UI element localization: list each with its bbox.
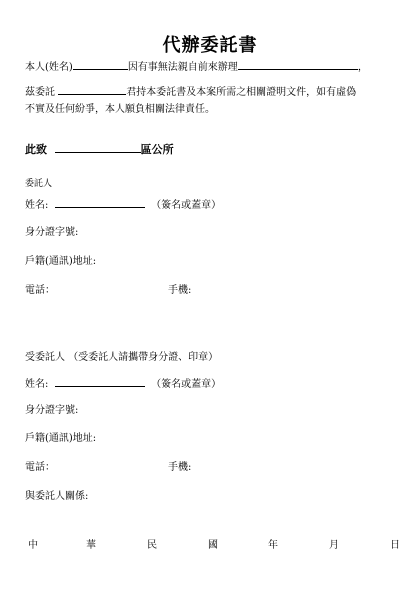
district-blank[interactable] (55, 141, 141, 153)
statement-reason: 因有事無法親自前來辦理 (127, 62, 238, 73)
statement-line-3: 不實及任何紛爭，本人願負相關法律責任。 (25, 104, 215, 115)
delegator-id-label: 身分證字號: (25, 227, 79, 238)
statement-line-2 (25, 83, 356, 100)
date-char-min: 民 (147, 540, 157, 551)
delegate-mobile-label: 手機: (168, 462, 192, 473)
delegate-name-row (25, 375, 221, 392)
delegate-address-label: 戶籍(通訊)地址: (25, 433, 97, 444)
delegate-id-label: 身分證字號: (25, 405, 79, 416)
date-char-zhong: 中 (28, 540, 38, 551)
delegator-name-label: 姓名: (25, 200, 49, 211)
delegator-mobile-label: 手機: (168, 285, 192, 296)
entrust-label: 茲委託 (25, 87, 55, 98)
statement-text-2: 君持本委託書及本案所需之相關證明文件，如有虛偽 (126, 87, 357, 98)
principal-name-blank[interactable] (73, 58, 128, 70)
matter-blank[interactable] (238, 58, 358, 70)
delegate-name-field[interactable] (55, 375, 145, 387)
document-title: 代辦委託書 (162, 35, 258, 56)
delegator-name-row (25, 196, 221, 213)
delegator-phone-label: 電話： (25, 285, 55, 296)
delegator-address-label: 戶籍(通訊)地址: (25, 256, 97, 267)
delegate-name-blank[interactable] (58, 83, 126, 95)
statement-comma: ， (357, 62, 368, 73)
date-char-hua: 華 (86, 540, 96, 551)
delegator-heading: 委託人 (25, 179, 53, 189)
delegate-relation-label: 與委託人關係: (25, 491, 89, 502)
date-year-label: 年 (268, 540, 278, 551)
delegate-heading: 受委託人 （受委託人請攜帶身分證、印章） (25, 352, 219, 363)
delegate-name-label: 姓名: (25, 379, 49, 390)
addressee-prefix: 此致 (25, 143, 47, 156)
principal-name-label: 本人(姓名) (25, 62, 73, 73)
date-day-label: 日 (390, 540, 400, 551)
delegator-name-blank[interactable] (55, 196, 145, 208)
addressee-line (25, 141, 174, 157)
addressee-suffix: 區公所 (140, 143, 174, 156)
delegate-sign-note: （簽名或蓋章） (151, 379, 222, 390)
statement-line-1 (25, 58, 368, 75)
date-char-guo: 國 (208, 540, 218, 551)
date-month-label: 月 (329, 540, 339, 551)
delegator-sign-note: （簽名或蓋章） (151, 200, 222, 211)
delegate-phone-label: 電話： (25, 462, 55, 473)
